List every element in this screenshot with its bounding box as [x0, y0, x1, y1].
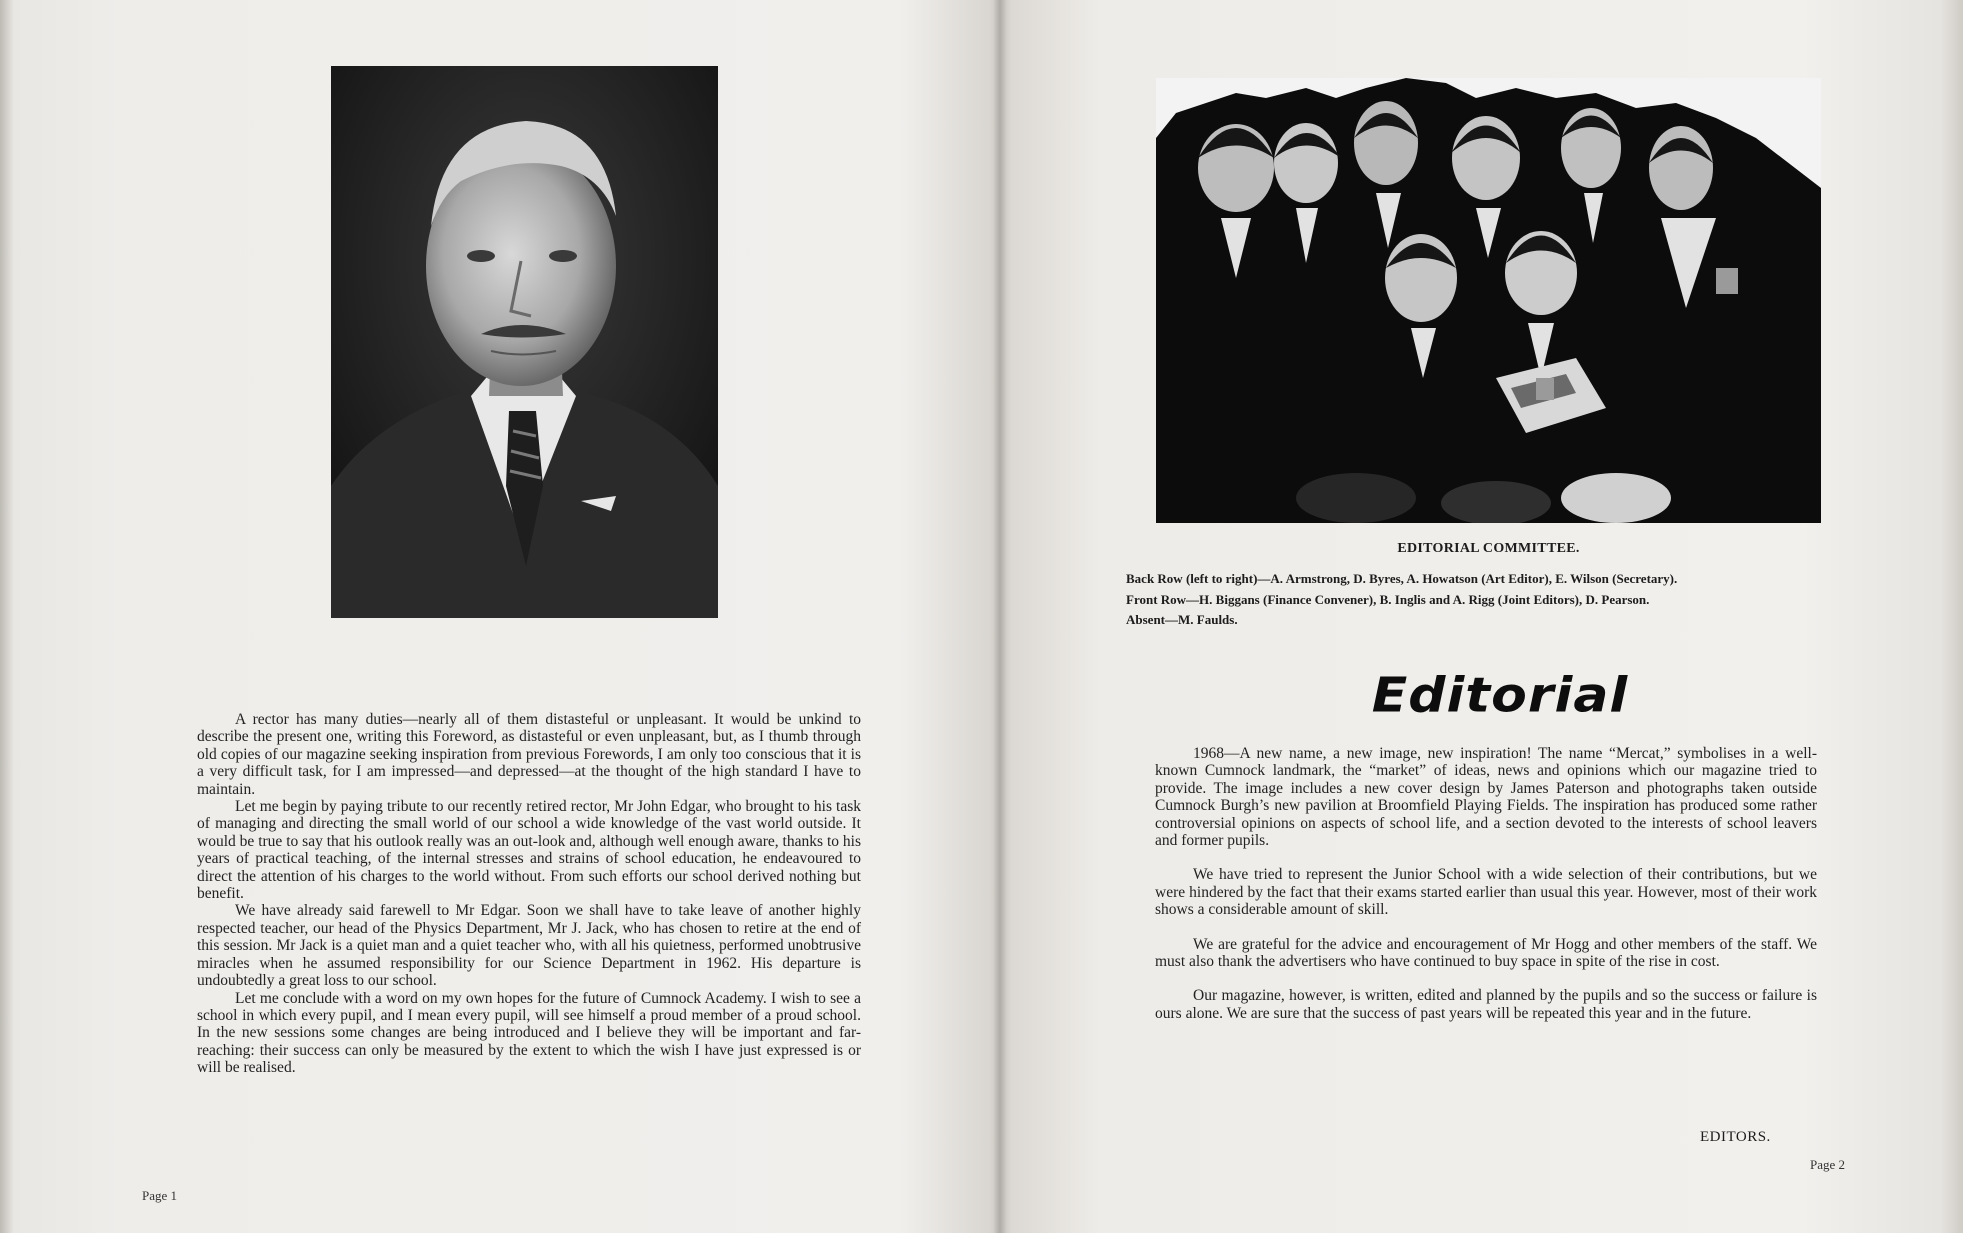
foreword-text [197, 711, 861, 1077]
foreword-paragraph: A rector has many duties—nearly all of them distasteful or unpleasant. It would be unkind to describe the present one, writing this Foreword, as distasteful or even unpleasant, but, as I thumb through old copies of our magazine seeking inspiration from previous Forewords, I am only too conscious that it is a very difficult task, for I am impressed—and depressed—at the thought of the high standard I have to maintain. [197, 711, 861, 798]
editorial-paragraph: 1968—A new name, a new image, new inspiration! The name “Mercat,” symbolises in a well-known Cumnock landmark, the “market” of ideas, news and opinions which our magazine tried to provide. The image includes a new cover design by James Paterson and photographs taken outside Cumnock Burgh’s new pavilion at Broomfield Playing Fields. The inspiration has produced some rather controversial opinions on aspects of school life, and a section devoted to the interests of school leavers and former pupils. [1155, 745, 1817, 850]
editorial-committee-photo [1156, 78, 1821, 523]
editorial-paragraph: Our magazine, however, is written, edited and planned by the pupils and so the success or failure is ours alone. We are sure that the success of past years will be repeated this year and in the future. [1155, 987, 1817, 1022]
editorial-paragraph: We have tried to represent the Junior School with a wide selection of their contributions, but we were hindered by the fact that their exams started earlier than usual this year. However, most of their work shows a considerable amount of skill. [1155, 866, 1817, 919]
editorial-text [1155, 745, 1817, 1022]
caption-title: EDITORIAL COMMITTEE. [1397, 541, 1580, 556]
foreword-paragraph: Let me conclude with a word on my own hopes for the future of Cumnock Academy. I wish to see a school in which every pupil, and I mean every pupil, will see himself a proud member of a proud school. In the new sessions some changes are being introduced and I believe they will be important and far-reaching: their success can only be measured by the extent to which the wish I have just expressed is or will be realised. [197, 989, 861, 1077]
page-right [1000, 0, 1963, 1233]
foreword-paragraph: Let me begin by paying tribute to our recently retired rector, Mr John Edgar, who brought to his task of managing and directing the small world of our school a wide knowledge of the vast world outside. It would be true to say that his outlook really was an out-look and, although well enough aware, thanks to his years of practical teaching, of the internal stresses and strains of school education, he endeavoured to direct the attention of his charges to the world without. From such efforts our school derived nothing but benefit. [197, 798, 861, 903]
caption-back-row: Back Row (left to right)—A. Armstrong, D. Byres, A. Howatson (Art Editor), E. Wilson (Secretary). [1126, 571, 1678, 586]
caption-absent: Absent—M. Faulds. [1126, 612, 1238, 627]
foreword-paragraph: We have already said farewell to Mr Edgar. Soon we shall have to take leave of another highly respected teacher, our head of the Physics Department, Mr J. Jack, who has chosen to retire at the end of this session. Mr Jack is a quiet man and a quiet teacher who, with all his quietness, performed unobtrusive miracles when he assumed responsibility for our Science Department in 1962. His departure is undoubtedly a great loss to our school. [197, 902, 861, 990]
page-number: Page 2 [1810, 1157, 1846, 1172]
editorial-signoff: EDITORS. [1700, 1129, 1771, 1145]
editorial-paragraph: We are grateful for the advice and encouragement of Mr Hogg and other members of the staff. We must also thank the advertisers who have continued to buy space in spite of the rise in cost. [1155, 935, 1817, 971]
editorial-heading: Editorial [1371, 668, 1629, 724]
rector-portrait-photo [331, 66, 718, 618]
page-number: Page 1 [142, 1188, 178, 1203]
caption-front-row: Front Row—H. Biggans (Finance Convener), B. Inglis and A. Rigg (Joint Editors), D. Pearson. [1126, 592, 1650, 607]
